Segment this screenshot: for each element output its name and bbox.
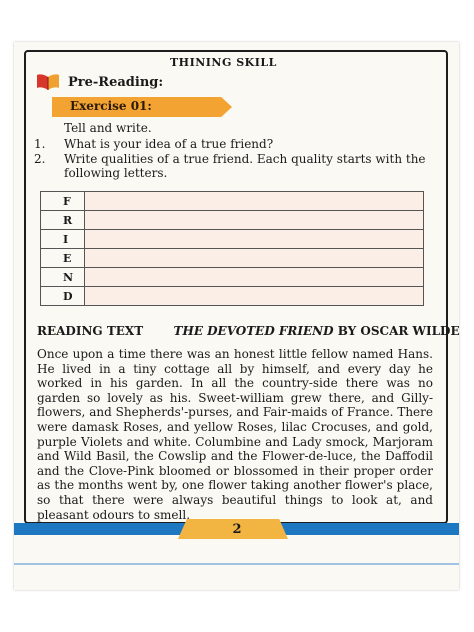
- letter-cell: I: [41, 230, 85, 249]
- answer-cell[interactable]: [85, 249, 424, 268]
- letter-cell: N: [41, 268, 85, 287]
- table-row: [41, 268, 424, 287]
- table-row: [41, 192, 424, 211]
- story-paragraph: Once upon a time there was an honest little fellow named Hans. He lived in a tiny cottage all by himself, and every day he worked in his garden. In all the country-side there was no garden so lovely as his. Sweet-william grew there, and Gilly-flowers, and Shepherds'-purses, and Fair-maids of France. There were damask Roses, and yellow Roses, lilac Crocuses, and gold, purple Violets and white. Columbine and Lady smock, Marjoram and Wild Basil, the Cowslip and the Flower-de-luce, the Daffodil and the Clove-Pink bloomed or blossomed in their proper order as the months went by, one flower taking another flower's place, so that there were always beautiful things to look at, and pleasant odours to smell.: [37, 347, 433, 522]
- question-number: 2.: [34, 152, 46, 166]
- answer-cell[interactable]: [85, 192, 424, 211]
- pre-reading-title: Pre-Reading:: [68, 74, 164, 90]
- answer-cell[interactable]: [85, 211, 424, 230]
- letter-cell: F: [41, 192, 85, 211]
- pre-reading-heading: [36, 73, 163, 91]
- table-row: [41, 230, 424, 249]
- question-text: What is your idea of a true friend?: [64, 137, 274, 151]
- page-number: 2: [232, 522, 242, 537]
- reading-label: READING TEXT: [37, 324, 144, 338]
- table-row: [41, 249, 424, 268]
- letter-cell: D: [41, 287, 85, 306]
- section-header: THINING SKILL: [170, 56, 277, 69]
- open-book-icon: [36, 73, 60, 91]
- table-row: [41, 211, 424, 230]
- letter-cell: E: [41, 249, 85, 268]
- table-row: [41, 287, 424, 306]
- bottom-rule: [14, 563, 459, 565]
- friend-acrostic-table: [40, 191, 424, 306]
- answer-cell[interactable]: [85, 230, 424, 249]
- answer-cell[interactable]: [85, 287, 424, 306]
- question-text: Write qualities of a true friend. Each quality starts with the following letters.: [64, 152, 426, 180]
- story-author: BY OSCAR WILDE: [337, 324, 460, 338]
- story-passage: [37, 347, 433, 522]
- story-title: THE DEVOTED FRIEND: [173, 324, 334, 338]
- reading-text-heading: [37, 324, 460, 338]
- letter-cell: R: [41, 211, 85, 230]
- answer-cell[interactable]: [85, 268, 424, 287]
- exercise-instruction: Tell and write.: [64, 121, 152, 135]
- question-number: 1.: [34, 137, 46, 151]
- exercise-label: Exercise 01:: [70, 99, 152, 113]
